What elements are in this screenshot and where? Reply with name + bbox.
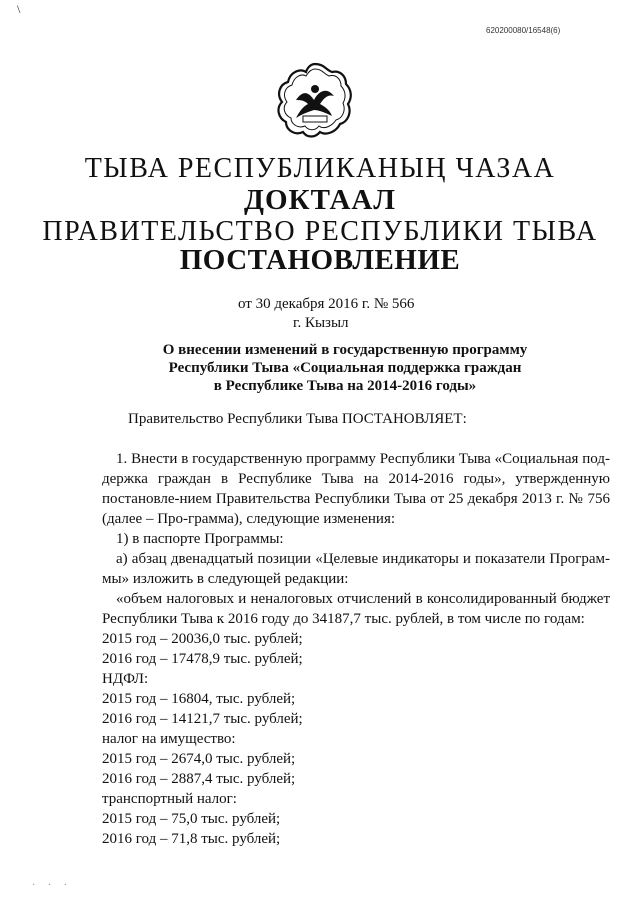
resolve-statement: Правительство Республики Тыва ПОСТАНОВЛЯЕТ: <box>128 411 467 427</box>
subject-line: Республики Тыва «Социальная поддержка граждан <box>168 360 522 376</box>
header-tuvan-government: ТЫВА РЕСПУБЛИКАНЫҢ ЧАЗАА <box>84 153 556 184</box>
list-line: 2016 год – 17478,9 тыс. рублей; <box>102 651 303 667</box>
scan-artifact: · · · <box>32 880 72 891</box>
list-line: 2016 год – 71,8 тыс. рублей; <box>102 831 281 847</box>
scan-mark: \ <box>17 2 21 16</box>
body-paragraph: а) абзац двенадцатый позиции «Целевые индикаторы и показатели Програм-мы» изложить в следующей редакции: <box>102 551 610 587</box>
subject-line: О внесении изменений в государственную программу <box>162 342 528 358</box>
document-subject <box>150 341 540 395</box>
document-id: 620200080/16548(6) <box>486 26 561 35</box>
list-line: 2015 год – 20036,0 тыс. рублей; <box>102 631 303 647</box>
list-line: транспортный налог: <box>102 791 237 807</box>
list-line: 2015 год – 16804, тыс. рублей; <box>102 691 296 707</box>
date-number: от 30 декабря 2016 г. № 566 <box>238 296 415 312</box>
republic-emblem-icon <box>274 60 356 142</box>
body-paragraph: 1. Внести в государственную программу Республики Тыва «Социальная под-держка граждан в Республике Тыва на 2014-2016 годы», утвержденную постановле-нием Правительства Республики Тыва от 25 декабря 2013 г. № 756 (далее – Про-грамма), следующие изменения: <box>102 451 610 527</box>
body-paragraph: «объем налоговых и неналоговых отчислений в консолидированный бюджет Республики Тыва к 2016 году до 34187,7 тыс. рублей, в том числе по годам: <box>102 591 610 627</box>
list-line: 2016 год – 14121,7 тыс. рублей; <box>102 711 303 727</box>
subject-line: в Республике Тыва на 2014-2016 годы» <box>213 378 477 394</box>
header-government: ПРАВИТЕЛЬСТВО РЕСПУБЛИКИ ТЫВА <box>42 216 598 247</box>
list-line: НДФЛ: <box>102 671 149 687</box>
header-resolution: ПОСТАНОВЛЕНИЕ <box>179 244 461 276</box>
list-line: налог на имущество: <box>102 731 236 747</box>
list-line: 2016 год – 2887,4 тыс. рублей; <box>102 771 296 787</box>
body-paragraph: 1) в паспорте Программы: <box>116 531 284 547</box>
list-line: 2015 год – 2674,0 тыс. рублей; <box>102 751 296 767</box>
city: г. Кызыл <box>293 315 349 331</box>
header-tuvan-resolution: ДОКТААЛ <box>244 184 396 216</box>
document-body <box>102 449 610 849</box>
list-line: 2015 год – 75,0 тыс. рублей; <box>102 811 281 827</box>
